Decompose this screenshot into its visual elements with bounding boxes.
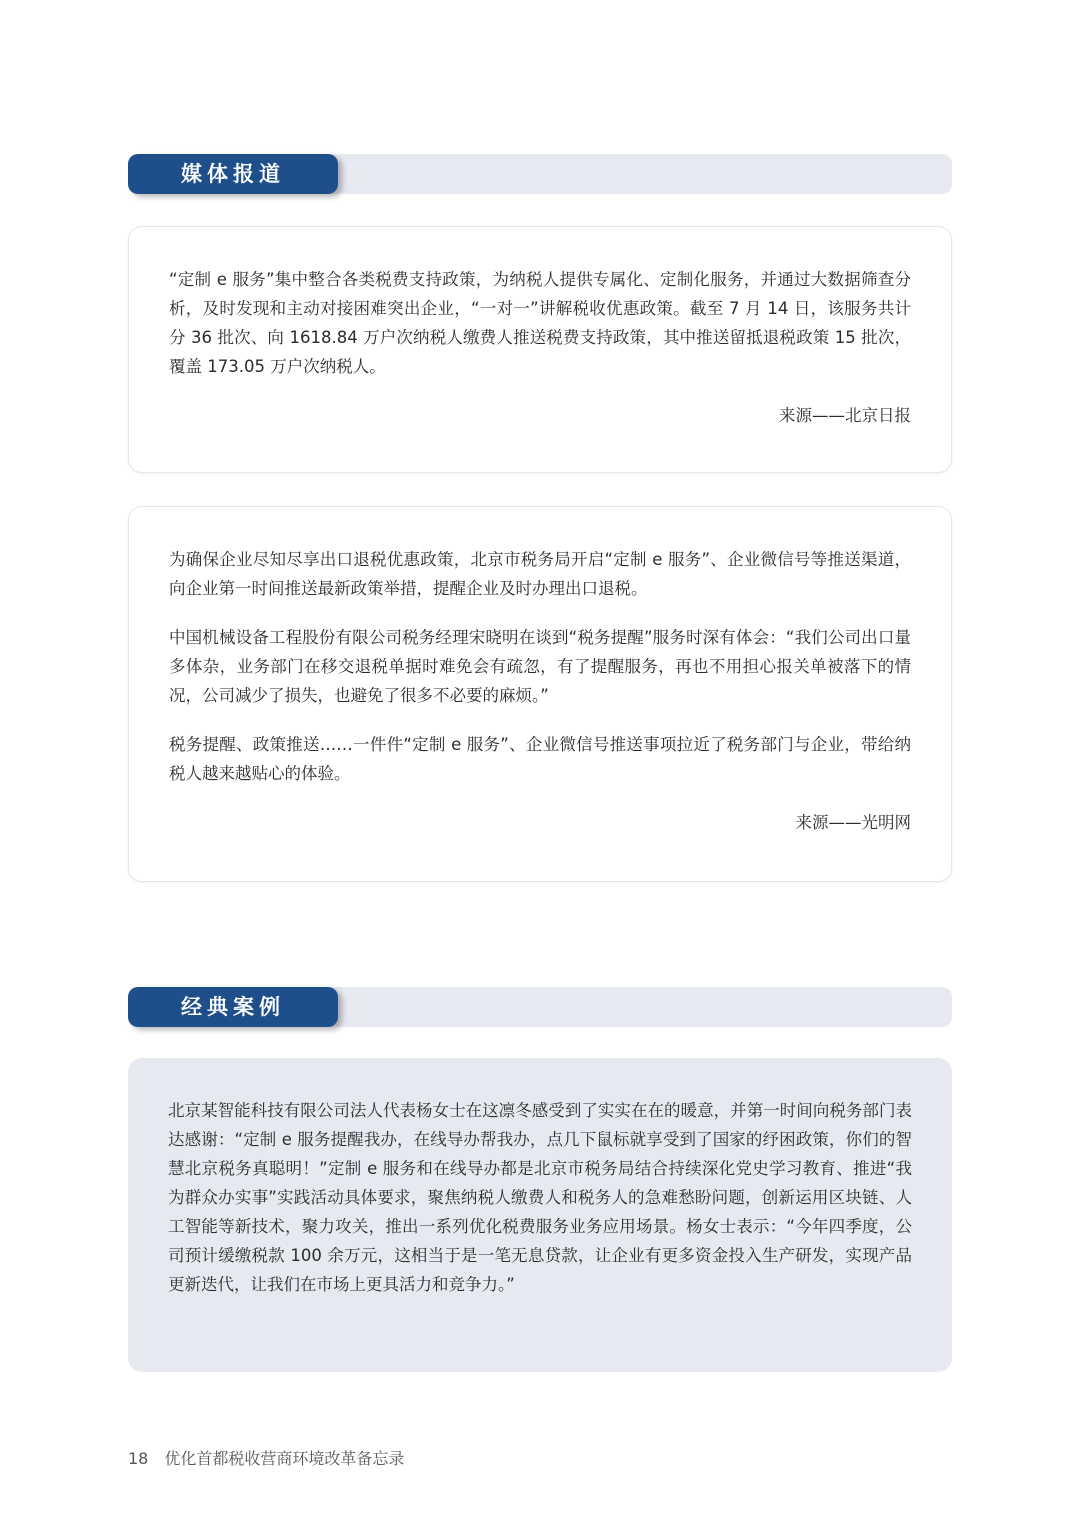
media-report-card-2 bbox=[128, 506, 952, 882]
card-paragraph: 税务提醒、政策推送……一件件“定制 e 服务”、企业微信号推送事项拉近了税务部门与企业，带给纳税人越来越贴心的体验。 bbox=[169, 735, 911, 783]
card-paragraph: 中国机械设备工程股份有限公司税务经理宋晓明在谈到“税务提醒”服务时深有体会：“我们公司出口量多体杂，业务部门在移交退税单据时难免会有疏忽，有了提醒服务，再也不用担心报关单被落下的情况，公司减少了损失，也避免了很多不必要的麻烦。” bbox=[169, 628, 911, 705]
document-title: 优化首都税收营商环境改革备忘录 bbox=[164, 1449, 405, 1468]
section-header-case bbox=[128, 987, 952, 1027]
page-number: 18 bbox=[128, 1449, 149, 1468]
section-title: 经典案例 bbox=[128, 987, 338, 1027]
page-footer bbox=[128, 1447, 404, 1471]
classic-case-card bbox=[128, 1058, 952, 1372]
media-report-card-1 bbox=[128, 226, 952, 473]
card-source: 来源——光明网 bbox=[795, 813, 911, 832]
card-source: 来源——北京日报 bbox=[779, 406, 911, 425]
card-paragraph: “定制 e 服务”集中整合各类税费支持政策，为纳税人提供专属化、定制化服务，并通过大数据筛查分析，及时发现和主动对接困难突出企业，“一对一”讲解税收优惠政策。截至 7 月 14 日，该服务共计分 36 批次、向 1618.84 万户次纳税人缴费人推送税费支持政策，其中推送留抵退税政策 15 批次，覆盖 173.05 万户次纳税人。 bbox=[169, 270, 911, 376]
section-header-media bbox=[128, 154, 952, 194]
card-paragraph: 为确保企业尽知尽享出口退税优惠政策，北京市税务局开启“定制 e 服务”、企业微信号等推送渠道，向企业第一时间推送最新政策举措，提醒企业及时办理出口退税。 bbox=[169, 550, 911, 598]
section-title: 媒体报道 bbox=[128, 154, 338, 194]
card-paragraph: 北京某智能科技有限公司法人代表杨女士在这凛冬感受到了实实在在的暖意，并第一时间向税务部门表达感谢：“定制 e 服务提醒我办，在线导办帮我办，点几下鼠标就享受到了国家的纾困政策，你们的智慧北京税务真聪明！”定制 e 服务和在线导办都是北京市税务局结合持续深化党史学习教育、推进“我为群众办实事”实践活动具体要求，聚焦纳税人缴费人和税务人的急难愁盼问题，创新运用区块链、人工智能等新技术，聚力攻关，推出一系列优化税费服务业务应用场景。杨女士表示：“今年四季度，公司预计缓缴税款 100 余万元，这相当于是一笔无息贷款，让企业有更多资金投入生产研发，实现产品更新迭代，让我们在市场上更具活力和竞争力。” bbox=[168, 1101, 912, 1294]
